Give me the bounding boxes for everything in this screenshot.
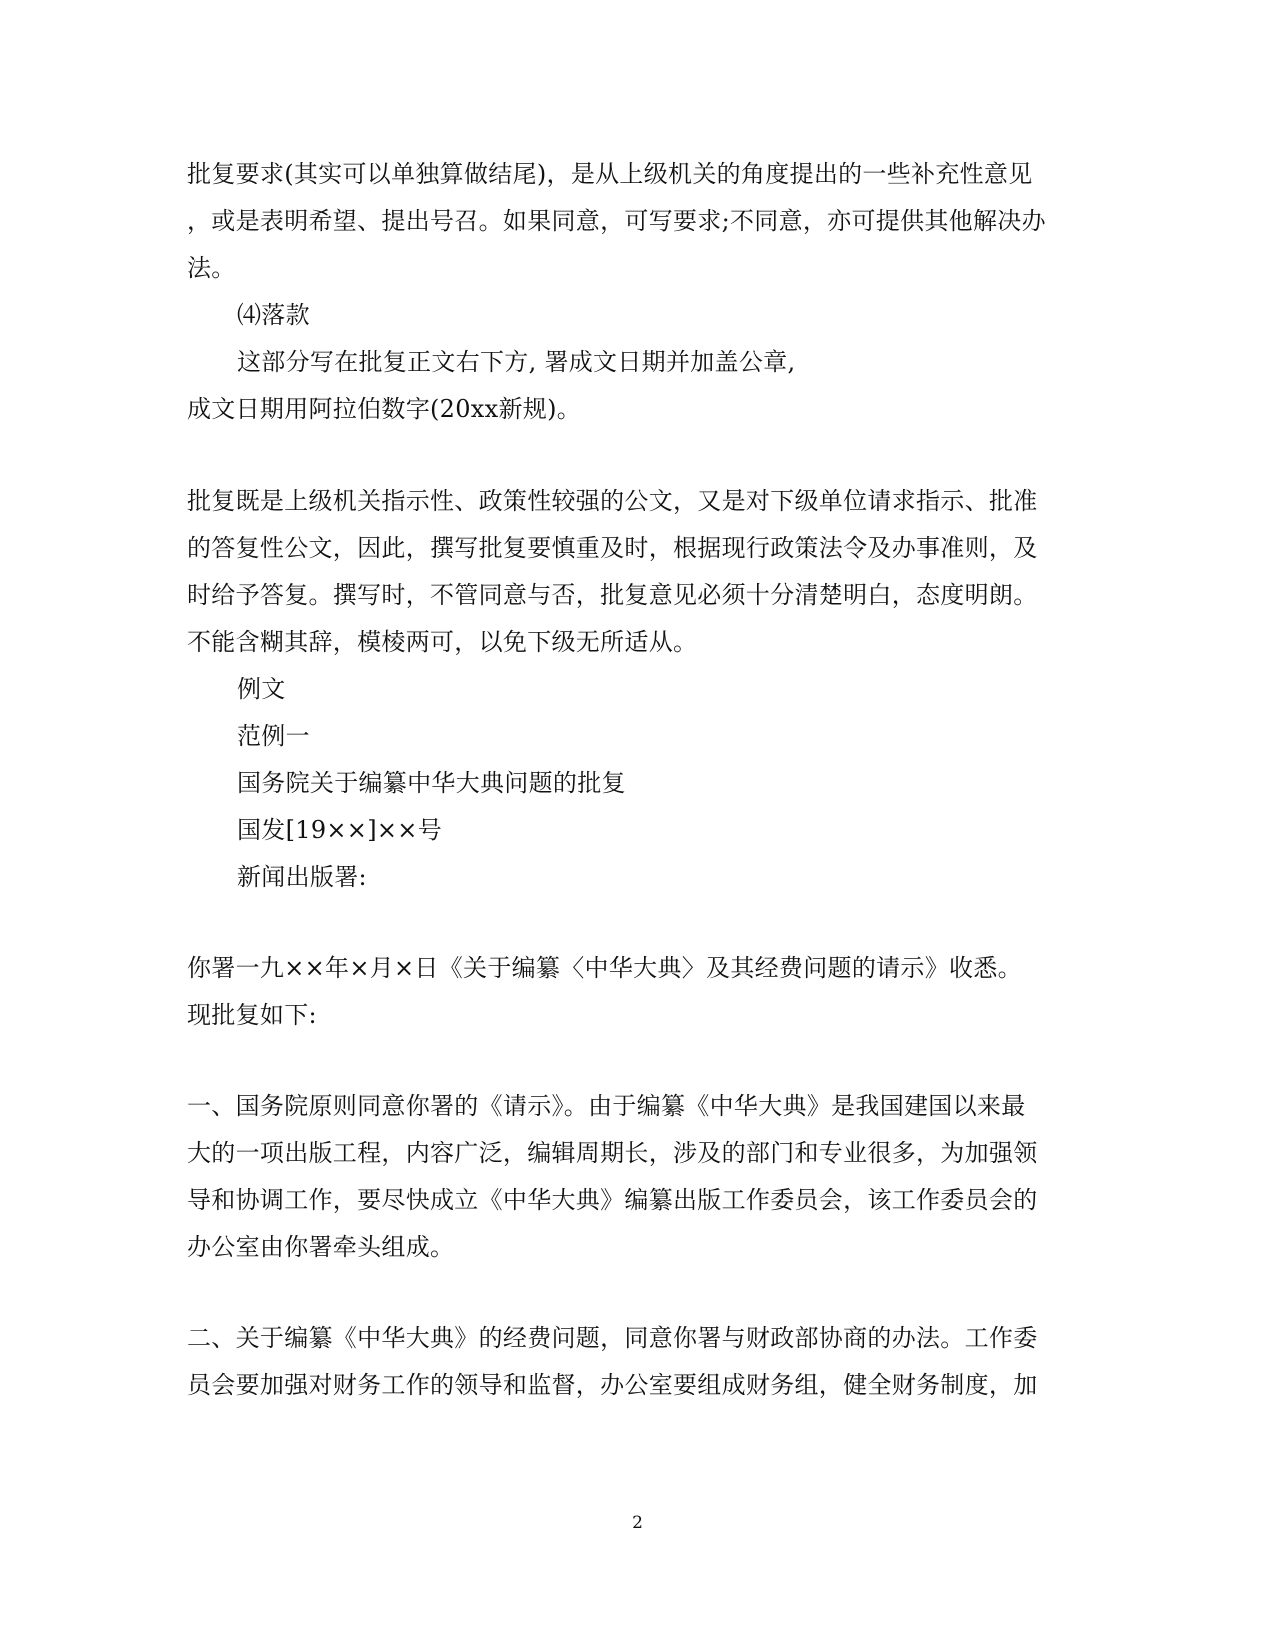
text-line: 批复既是上级机关指示性、政策性较强的公文，又是对下级单位请求指示、批准 (187, 487, 1038, 515)
text-line: 你署一九××年×月×日《关于编纂〈中华大典〉及其经费问题的请示》收悉。 (187, 954, 1022, 982)
text-line: 法。 (187, 254, 236, 282)
document-number: 国发[19××]××号 (237, 816, 443, 844)
text-line: 不能含糊其辞，模棱两可，以免下级无所适从。 (187, 628, 698, 656)
text-line: ，或是表明希望、提出号召。如果同意，可写要求;不同意，亦可提供其他解决办 (187, 207, 1046, 235)
text-line: 时给予答复。撰写时，不管同意与否，批复意见必须十分清楚明白，态度明朗。 (187, 581, 1038, 609)
text-line: 的答复性公文，因此，撰写批复要慎重及时，根据现行政策法令及办事准则，及 (187, 534, 1038, 562)
text-line: 现批复如下: (187, 1001, 317, 1029)
text-line: 二、关于编纂《中华大典》的经费问题，同意你署与财政部协商的办法。工作委 (187, 1324, 1038, 1352)
text-line: 这部分写在批复正文右下方, 署成文日期并加盖公章, (237, 348, 796, 376)
text-line: 大的一项出版工程，内容广泛，编辑周期长，涉及的部门和专业很多，为加强领 (187, 1139, 1038, 1167)
document-title: 国务院关于编纂中华大典问题的批复 (237, 769, 626, 797)
text-line: 一、国务院原则同意你署的《请示》。由于编纂《中华大典》是我国建国以来最 (187, 1092, 1026, 1120)
text-line: 导和协调工作，要尽快成立《中华大典》编纂出版工作委员会，该工作委员会的 (187, 1186, 1038, 1214)
section-heading: ⑷落款 (237, 301, 310, 329)
page-number: 2 (632, 1513, 643, 1533)
text-line: 批复要求(其实可以单独算做结尾)，是从上级机关的角度提出的一些补充性意见 (187, 160, 1033, 188)
addressee: 新闻出版署: (237, 863, 367, 891)
example-heading: 例文 (237, 675, 286, 703)
text-line: 成文日期用阿拉伯数字(20xx新规)。 (187, 395, 582, 423)
text-line: 员会要加强对财务工作的领导和监督，办公室要组成财务组，健全财务制度，加 (187, 1371, 1038, 1399)
example-subheading: 范例一 (237, 722, 310, 750)
text-line: 办公室由你署牵头组成。 (187, 1233, 455, 1261)
